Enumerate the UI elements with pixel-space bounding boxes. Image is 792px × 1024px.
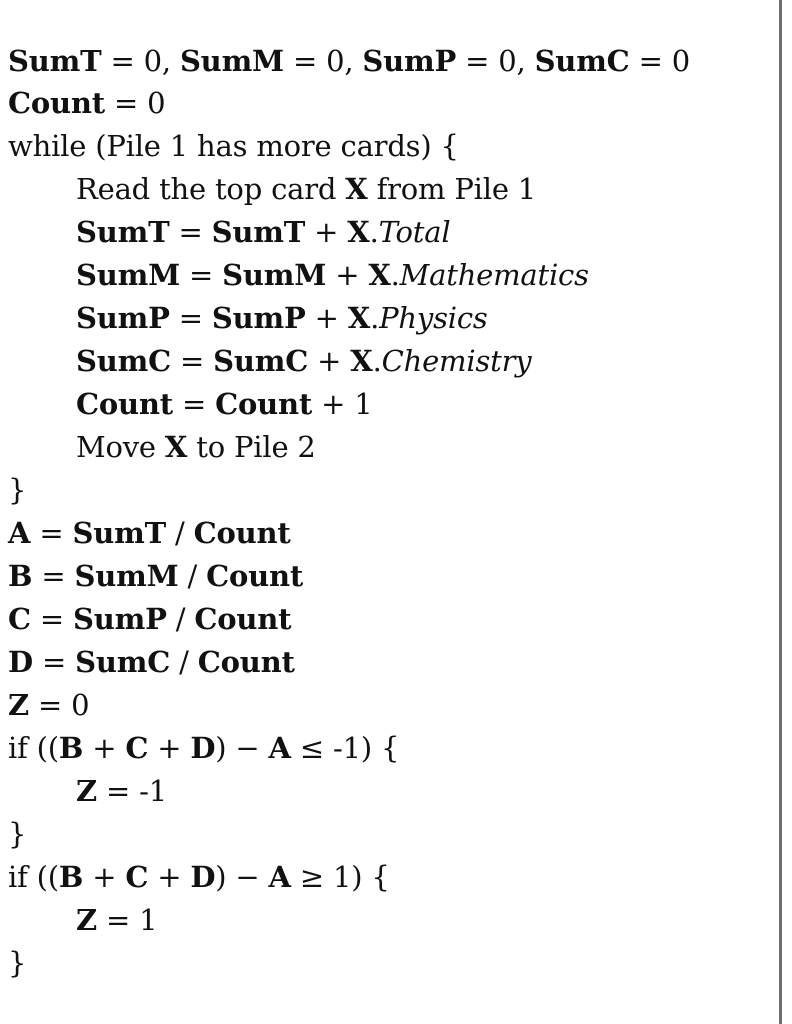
code-line-11: } (8, 473, 27, 507)
code-line-4: Read the top card X from Pile 1 (76, 172, 537, 206)
code-line-19: } (8, 817, 27, 851)
code-line-12: A = SumT / Count (8, 516, 291, 550)
code-line-15: D = SumC / Count (8, 645, 295, 679)
code-line-14: C = SumP / Count (8, 602, 292, 636)
code-line-10: Move X to Pile 2 (76, 430, 316, 464)
code-line-20: if ((B + C + D) − A ≥ 1) { (8, 860, 390, 894)
code-line-18: Z = -1 (76, 774, 167, 808)
code-line-13: B = SumM / Count (8, 559, 304, 593)
code-line-17: if ((B + C + D) − A ≤ -1) { (8, 731, 400, 765)
code-line-22: } (8, 946, 27, 980)
code-line-7: SumP = SumP + X.Physics (76, 301, 488, 335)
code-line-9: Count = Count + 1 (76, 387, 373, 421)
code-line-21: Z = 1 (76, 903, 158, 937)
code-line-1: SumT = 0, SumM = 0, SumP = 0, SumC = 0 (8, 44, 690, 78)
code-line-8: SumC = SumC + X.Chemistry (76, 344, 532, 378)
code-line-6: SumM = SumM + X.Mathematics (76, 258, 589, 292)
code-line-3: while (Pile 1 has more cards) { (8, 129, 459, 163)
code-line-16: Z = 0 (8, 688, 90, 722)
code-line-5: SumT = SumT + X.Total (76, 215, 451, 249)
code-line-2: Count = 0 (8, 86, 166, 120)
